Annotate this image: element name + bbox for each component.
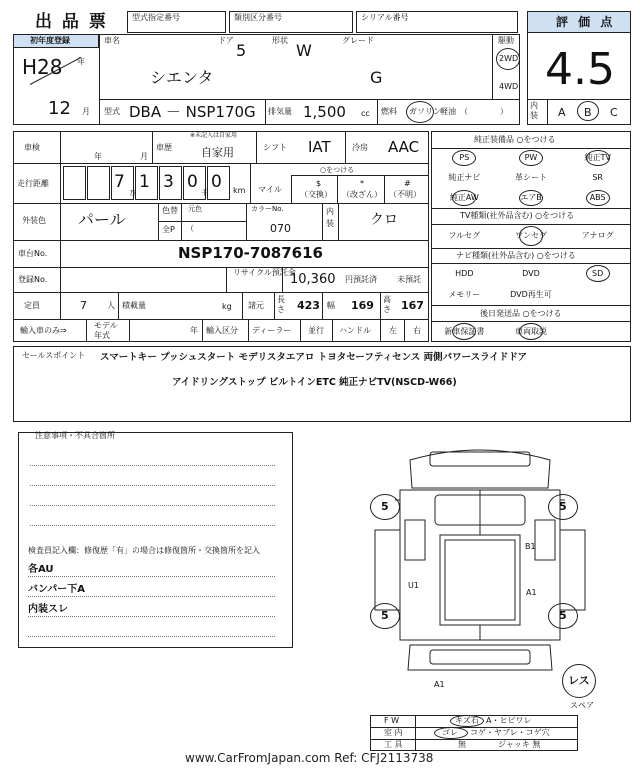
interior-grade-c: C: [610, 106, 618, 119]
tire-tread-rl: 5: [381, 609, 389, 622]
car-diagram: [370, 440, 590, 690]
history-note: ※未記入は自家用: [190, 132, 238, 139]
first-reg-label: 初年度登録: [30, 36, 70, 45]
shift-label: シフト: [263, 143, 287, 152]
fuel-label: 燃料: [381, 107, 397, 116]
meter-opt-sym: #: [404, 179, 411, 188]
selling-points-label: セールスポイント: [22, 351, 86, 360]
grade-label: グレード: [342, 36, 374, 45]
persons-unit: 人: [107, 301, 115, 310]
legend-row-value: キズ石: [455, 716, 479, 725]
color-change-label: 色替: [162, 206, 178, 215]
displacement-value: 1,500: [303, 103, 346, 121]
type-code-label: 型式指定番号: [132, 13, 180, 22]
parallel-label: 並行: [308, 326, 324, 335]
doors-label: ドア: [218, 36, 234, 45]
inspection-label: 車検: [24, 143, 40, 152]
equipment-item: 純正AW: [449, 193, 479, 202]
equipment-item: PW: [524, 153, 538, 162]
interior-label: 内装: [530, 101, 538, 120]
recycle-not-deposited: 未預託: [397, 275, 421, 284]
handle-right: 右: [413, 326, 421, 335]
height-value: 167: [401, 299, 424, 312]
mileage-digit: 1: [139, 172, 150, 192]
history-value: 自家用: [201, 146, 234, 159]
equipment-circle: [519, 226, 543, 246]
capacity-label: 定員: [24, 301, 40, 310]
grade-value: G: [370, 68, 383, 87]
damage-mark: A1: [526, 588, 537, 597]
caution-label: 注意事項・不具合箇所: [35, 431, 115, 440]
legend-row-label: 室 内: [384, 728, 403, 737]
shape-value: W: [296, 41, 312, 60]
dealer-label: ディーラー: [252, 326, 292, 335]
legend-row-rest: ジャッキ 無: [498, 740, 541, 749]
page-title: 出 品 票: [35, 12, 108, 32]
light-oil-label: 軽油: [440, 107, 456, 116]
legend-row-value: ゴレ: [442, 728, 458, 737]
model-year-label: モデル年式: [94, 321, 118, 340]
legend-row-rest: コゲ・ヤブレ・コゲ穴: [470, 728, 550, 737]
meter-opt-sym: $: [316, 179, 322, 188]
selling-points-line1: スマートキー プッシュスタート モデリスタエアロ トヨタセーフティセンス 両側パワースライドドア: [100, 352, 528, 363]
equipment-grid: [431, 148, 631, 208]
import-label: 輸入車のみ⇒: [20, 326, 67, 335]
first-reg-year: H28: [22, 55, 63, 79]
watermark: www.CarFromJapan.com Ref: CFJ2113738: [185, 751, 434, 765]
kg-unit: kg: [222, 302, 232, 311]
interior-grade-b: B: [584, 106, 592, 119]
model-year-unit: 年: [190, 326, 198, 335]
legend-row-label: F W: [384, 716, 400, 725]
equipment-item: ワンセグ: [514, 231, 547, 240]
interior-selected-circle: [577, 101, 599, 121]
color-label: 外装色: [22, 216, 46, 225]
load-label: 積載量: [122, 301, 146, 310]
model-value: DBA － NSP170G: [129, 103, 256, 121]
docs-title: 後日発送品 ○をつける: [480, 309, 562, 318]
paren: （: [186, 224, 194, 233]
equipment-item: 新車保証書: [444, 326, 485, 336]
equipment-item: ABS: [589, 193, 606, 202]
rating-label: 評 価 点: [556, 15, 616, 29]
equipment-item: SD: [592, 268, 604, 278]
length-value: 423: [297, 299, 320, 312]
inspector-label: 検査員記入欄：修復歴「有」の場合は修復箇所・交換箇所を記入: [28, 546, 260, 555]
cc-unit: cc: [361, 109, 370, 118]
equipment-item: PS: [459, 153, 470, 162]
mileage-digit: 7: [114, 172, 125, 192]
equipment-item: エアB: [520, 193, 542, 202]
equipment-circle: [452, 150, 476, 166]
interior-color-value: クロ: [370, 212, 398, 228]
registration-label: 登録No.: [18, 275, 48, 284]
inspector-note: 各AU: [28, 564, 54, 575]
handle-left: 左: [389, 326, 397, 335]
equipment-title: 純正装備品 ○をつける: [474, 135, 556, 144]
equipment-item: メモリー: [448, 289, 481, 299]
equipment-circle: [586, 190, 610, 206]
equipment-item: 純正TV: [584, 153, 611, 162]
damage-mark: B1: [525, 542, 536, 551]
capacity-value: 7: [80, 299, 87, 312]
recycle-label: リサイクル預託金: [233, 268, 296, 277]
km-unit: km: [233, 186, 246, 195]
equipment-item: SR: [592, 173, 603, 182]
meter-opt-sym: *: [360, 179, 364, 188]
tv-grid: [431, 224, 631, 248]
history-label: 車歴: [156, 143, 172, 152]
car-name-label: 車名: [104, 36, 120, 45]
recycle-deposited: 円預託済: [345, 275, 377, 284]
equipment-item: DVD再生可: [510, 289, 552, 299]
import-class-label: 輸入区分: [206, 326, 238, 335]
model-label: 型式: [104, 107, 120, 116]
tire-tread-fr: 5: [559, 500, 567, 513]
equipment-item: 純正ナビ: [448, 173, 481, 182]
equipment-circle: [586, 265, 610, 282]
car-name-value: シエンタ: [150, 68, 214, 87]
equipment-circle: [586, 150, 610, 166]
drive-label: 駆動: [498, 36, 514, 45]
inspection-year-unit: 年: [94, 152, 102, 161]
meter-opt-text: （交換）: [300, 190, 332, 199]
shape-label: 形状: [272, 36, 288, 45]
equipment-item: フルセグ: [448, 231, 481, 240]
inspector-note: 内装スレ: [28, 604, 68, 615]
ac-label: 冷房: [352, 143, 368, 152]
handle-label: ハンドル: [339, 326, 371, 335]
light-oil-paren: （ ）: [460, 107, 508, 116]
equipment-item: DVD: [522, 268, 540, 278]
drive-2wd: 2WD: [499, 54, 519, 63]
equipment-item: 革シート: [514, 173, 547, 182]
tire-tread-fl: 5: [381, 500, 389, 513]
inspection-month-unit: 月: [140, 152, 148, 161]
shift-value: IAT: [308, 138, 331, 156]
equipment-item: 車両取説: [514, 326, 547, 336]
color-no-label: カラーNo.: [251, 205, 284, 213]
ac-value: AAC: [388, 138, 420, 156]
interior-grade-a: A: [558, 106, 566, 119]
serial-label: シリアル番号: [361, 13, 409, 22]
tv-title: TV種類(社外品含む) ○をつける: [460, 211, 575, 220]
chassis-value: NSP170-7087616: [178, 244, 323, 262]
damage-mark: A1: [434, 680, 445, 689]
rating-value: 4.5: [545, 44, 615, 95]
chassis-label: 車台No.: [18, 249, 48, 258]
equipment-circle: [452, 323, 476, 340]
first-reg-month: 12: [48, 98, 71, 119]
tire-tread-rr: 5: [559, 609, 567, 622]
legend-row-label: 工 具: [384, 740, 403, 749]
width-label: 幅: [327, 301, 335, 310]
damage-mark: U1: [408, 581, 419, 590]
length-label: 長さ: [277, 295, 285, 314]
meter-mark-note: ○をつける: [320, 166, 355, 174]
selling-points-line2: アイドリングストップ ビルトインETC 純正ナビTV(NSCD-W66): [172, 377, 457, 388]
meter-opt-text: （不明）: [389, 190, 421, 199]
navi-title: ナビ種類(社外品含む) ○をつける: [456, 251, 576, 260]
interior-color-label: 内装: [326, 207, 334, 228]
dims-label: 諸元: [248, 301, 264, 310]
recycle-amount: 10,360: [290, 272, 336, 287]
color-value: パール: [78, 210, 126, 229]
year-unit: 年: [77, 57, 85, 66]
month-unit: 月: [82, 107, 90, 116]
equipment-circle: [519, 323, 543, 340]
spare-label: スペア: [570, 701, 594, 710]
mileage-digit: 0: [211, 172, 222, 192]
mileage-digit: 3: [163, 172, 174, 192]
navi-grid: [431, 263, 631, 305]
legend-row-value: 無: [458, 740, 466, 749]
all-paint-label: 全P: [162, 225, 175, 234]
spare-value: レス: [568, 674, 590, 687]
mileage-digit: 0: [187, 172, 198, 192]
equipment-circle: [519, 190, 543, 206]
meter-opt-text: （改ざん）: [342, 190, 382, 199]
original-color-label: 元色: [188, 205, 202, 213]
equipment-circle: [519, 150, 543, 166]
mileage-digits: 7 1 3 0 0 万 千: [63, 166, 249, 200]
class-code-label: 類別区分番号: [234, 13, 282, 22]
width-value: 169: [351, 299, 374, 312]
drive-4wd: 4WD: [499, 82, 519, 91]
mile-label: マイル: [258, 185, 282, 194]
equipment-item: HDD: [455, 268, 474, 278]
mileage-label: 走行距離: [17, 179, 49, 188]
equipment-item: アナログ: [581, 231, 614, 240]
displacement-label: 排気量: [268, 107, 292, 116]
legend-row-rest: A・ヒビワレ: [486, 716, 532, 725]
color-no-value: 070: [270, 222, 291, 235]
height-label: 高さ: [383, 295, 391, 314]
fuel-value: ガソリン: [409, 107, 441, 116]
docs-grid: [431, 321, 631, 342]
doors-value: 5: [236, 41, 247, 60]
inspector-note: バンパー下A: [28, 584, 86, 595]
equipment-circle: [452, 190, 476, 206]
